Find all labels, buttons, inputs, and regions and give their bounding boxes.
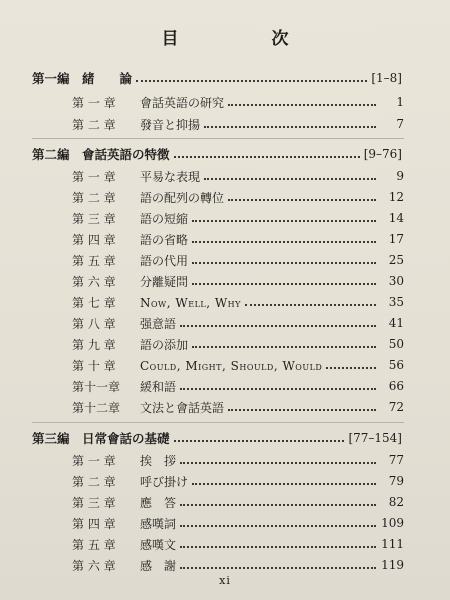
chapter-row xyxy=(0,114,450,134)
chapter-title: 緩和語 xyxy=(140,379,177,394)
leader-dots xyxy=(192,346,376,348)
chapter-number: 第 三 章 xyxy=(72,211,116,226)
chapter-number: 第 十 章 xyxy=(72,358,116,373)
chapter-number: 第 二 章 xyxy=(72,117,116,132)
chapter-page: 66 xyxy=(388,379,404,393)
chapter-row xyxy=(0,271,450,291)
chapter-number: 第 九 章 xyxy=(72,337,116,352)
page-number-footer: xi xyxy=(219,574,231,587)
chapter-row xyxy=(0,355,450,375)
chapter-number: 第 五 章 xyxy=(72,253,116,268)
chapter-page: 1 xyxy=(396,95,404,109)
chapter-title: 强意語 xyxy=(140,316,177,331)
chapter-title: 語の添加 xyxy=(140,337,189,352)
chapter-title: 發音と抑揚 xyxy=(140,117,201,132)
chapter-title: 語の省略 xyxy=(140,232,189,247)
chapter-page: 25 xyxy=(388,253,404,267)
chapter-row xyxy=(0,534,450,554)
part-heading xyxy=(0,144,450,164)
part-label: 第三編 日常會話の基礎 xyxy=(32,431,170,446)
chapter-title: 呼び掛け xyxy=(140,474,189,489)
page-title: 目 次 xyxy=(161,29,327,49)
part-heading xyxy=(0,68,450,88)
chapter-row xyxy=(0,292,450,312)
chapter-title: 語の代用 xyxy=(140,253,189,268)
part-page-range: [77–154] xyxy=(348,431,402,445)
chapter-page: 9 xyxy=(396,169,404,183)
leader-dots xyxy=(204,178,376,180)
divider xyxy=(32,422,404,423)
chapter-page: 119 xyxy=(381,558,404,572)
leader-dots xyxy=(228,199,376,201)
chapter-title: Could, Might, Should, Would xyxy=(140,358,323,373)
chapter-row xyxy=(0,397,450,417)
leader-dots xyxy=(326,367,376,369)
chapter-number: 第十一章 xyxy=(72,379,121,394)
chapter-number: 第 七 章 xyxy=(72,295,116,310)
chapter-title: 語の短縮 xyxy=(140,211,189,226)
chapter-number: 第 四 章 xyxy=(72,232,116,247)
chapter-number: 第 一 章 xyxy=(72,453,116,468)
leader-dots xyxy=(174,156,360,158)
divider xyxy=(32,138,404,139)
leader-dots xyxy=(180,462,376,464)
chapter-title: 感 謝 xyxy=(140,558,177,573)
leader-dots xyxy=(136,80,367,82)
chapter-number: 第 二 章 xyxy=(72,474,116,489)
leader-dots xyxy=(180,567,376,569)
chapter-title: 應 答 xyxy=(140,495,177,510)
chapter-title: 平易な表現 xyxy=(140,169,201,184)
chapter-page: 111 xyxy=(381,537,404,551)
chapter-page: 12 xyxy=(388,190,404,204)
part-page-range: [9–76] xyxy=(363,147,402,161)
leader-dots xyxy=(180,388,376,390)
chapter-title: 語の配列の轉位 xyxy=(140,190,225,205)
leader-dots xyxy=(192,241,376,243)
leader-dots xyxy=(180,525,376,527)
leader-dots xyxy=(180,546,376,548)
chapter-number: 第 六 章 xyxy=(72,274,116,289)
chapter-number: 第 一 章 xyxy=(72,169,116,184)
chapter-number: 第 五 章 xyxy=(72,537,116,552)
leader-dots xyxy=(180,504,376,506)
leader-dots xyxy=(192,220,376,222)
part-heading xyxy=(0,428,450,448)
chapter-number: 第 八 章 xyxy=(72,316,116,331)
chapter-row xyxy=(0,166,450,186)
chapter-row xyxy=(0,471,450,491)
chapter-title: 感嘆詞 xyxy=(140,516,177,531)
chapter-row xyxy=(0,313,450,333)
chapter-title: 文法と會話英語 xyxy=(140,400,225,415)
chapter-row xyxy=(0,229,450,249)
chapter-title: 感嘆文 xyxy=(140,537,177,552)
chapter-page: 77 xyxy=(388,453,404,467)
chapter-row xyxy=(0,334,450,354)
chapter-row xyxy=(0,250,450,270)
chapter-title: 會話英語の研究 xyxy=(140,95,225,110)
chapter-row xyxy=(0,450,450,470)
chapter-page: 79 xyxy=(388,474,404,488)
part-page-range: [1–8] xyxy=(371,71,402,85)
chapter-page: 41 xyxy=(388,316,404,330)
chapter-page: 7 xyxy=(396,117,404,131)
chapter-page: 35 xyxy=(388,295,404,309)
chapter-number: 第 三 章 xyxy=(72,495,116,510)
chapter-page: 14 xyxy=(388,211,404,225)
part-label: 第二編 會話英語の特徴 xyxy=(32,147,170,162)
chapter-row xyxy=(0,187,450,207)
chapter-title: Now, Well, Why xyxy=(140,295,241,310)
chapter-page: 82 xyxy=(388,495,404,509)
chapter-row xyxy=(0,376,450,396)
chapter-page: 50 xyxy=(388,337,404,351)
chapter-page: 72 xyxy=(388,400,404,414)
chapter-page: 109 xyxy=(381,516,404,530)
leader-dots xyxy=(192,262,376,264)
chapter-row xyxy=(0,92,450,112)
chapter-number: 第 二 章 xyxy=(72,190,116,205)
chapter-row xyxy=(0,555,450,575)
chapter-page: 30 xyxy=(388,274,404,288)
chapter-row xyxy=(0,492,450,512)
chapter-number: 第 六 章 xyxy=(72,558,116,573)
leader-dots xyxy=(204,126,376,128)
chapter-number: 第 一 章 xyxy=(72,95,116,110)
leader-dots xyxy=(228,409,376,411)
leader-dots xyxy=(192,283,376,285)
chapter-number: 第十二章 xyxy=(72,400,121,415)
chapter-row xyxy=(0,513,450,533)
part-label: 第一編 緒 論 xyxy=(32,71,133,86)
chapter-page: 56 xyxy=(388,358,404,372)
leader-dots xyxy=(180,325,376,327)
leader-dots xyxy=(174,440,345,442)
leader-dots xyxy=(228,104,376,106)
chapter-row xyxy=(0,208,450,228)
chapter-page: 17 xyxy=(388,232,404,246)
leader-dots xyxy=(245,304,376,306)
chapter-number: 第 四 章 xyxy=(72,516,116,531)
chapter-title: 分離疑問 xyxy=(140,274,189,289)
leader-dots xyxy=(192,483,376,485)
chapter-title: 挨 拶 xyxy=(140,453,177,468)
